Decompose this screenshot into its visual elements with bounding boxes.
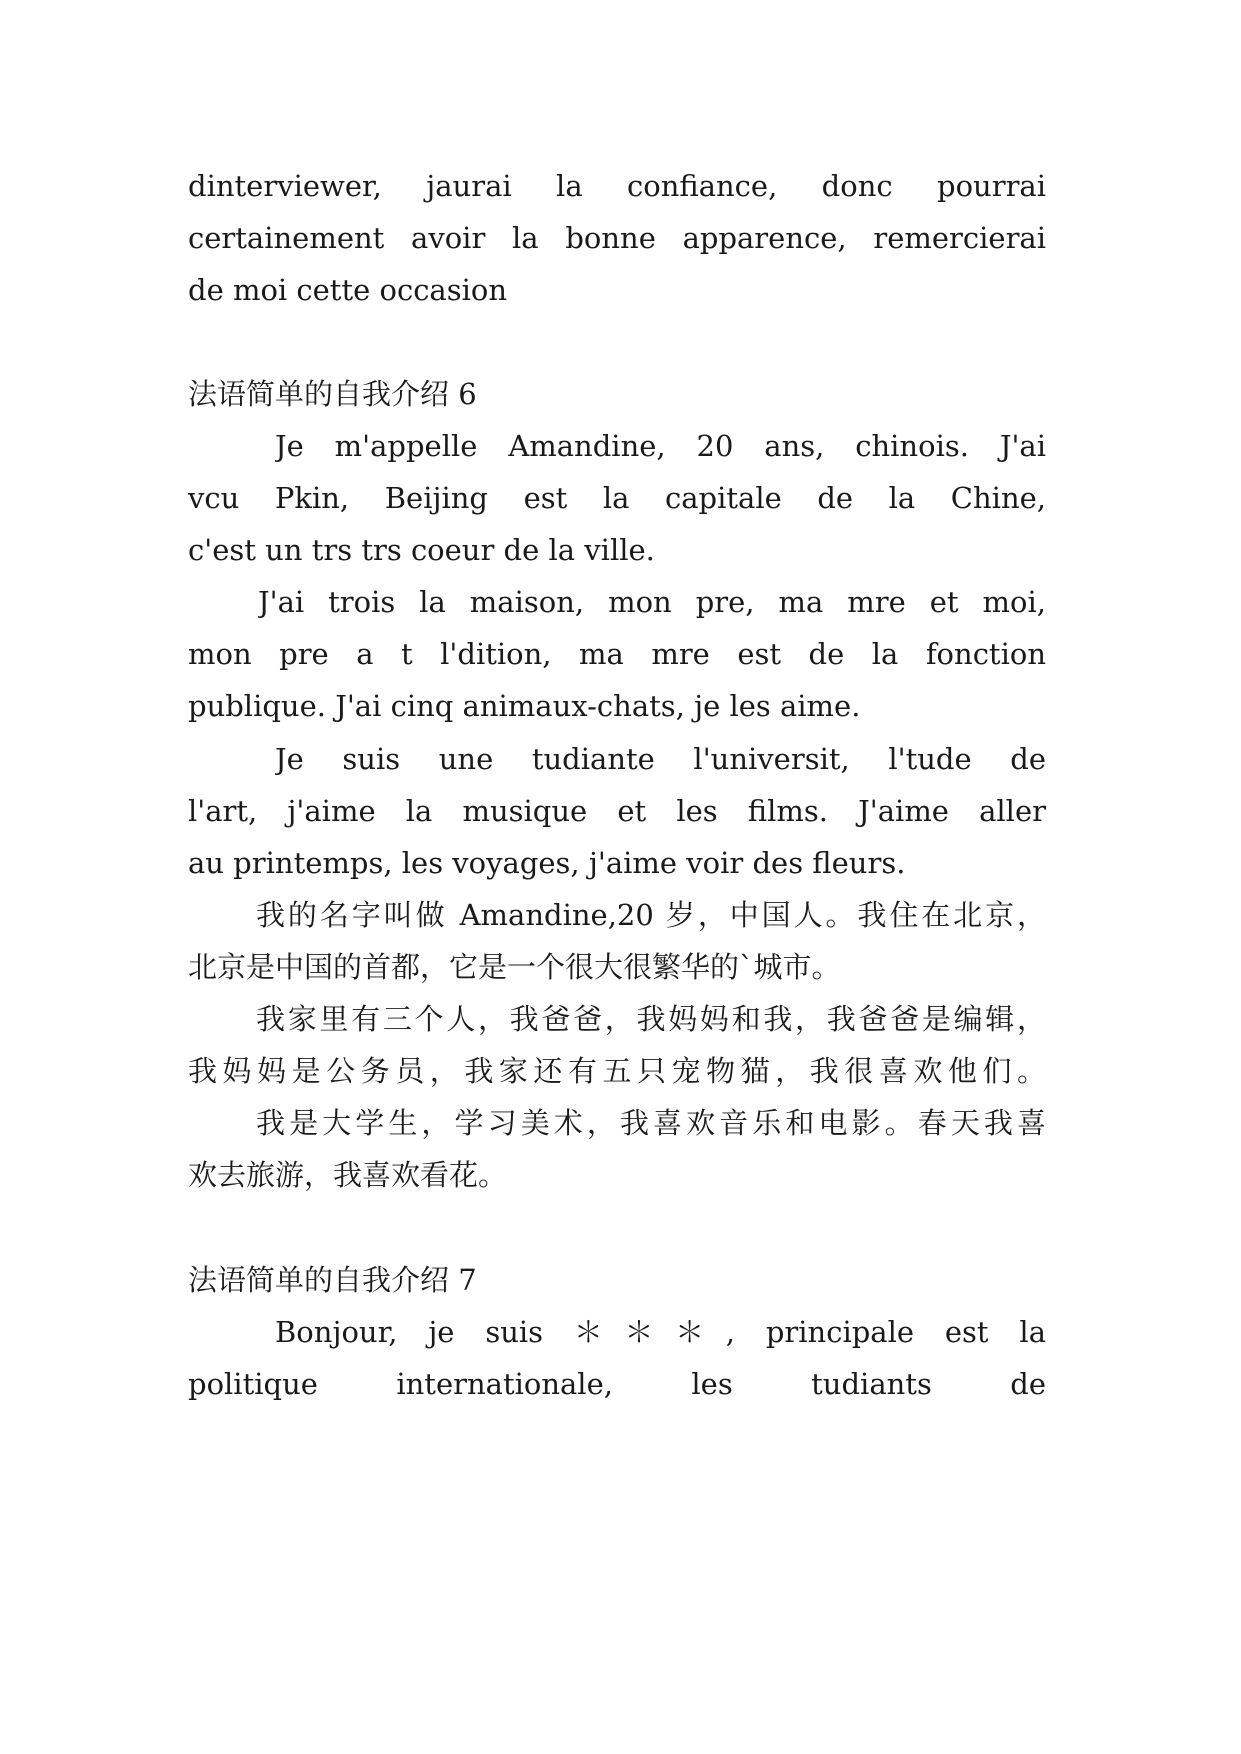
section-heading: 法语简单的自我介绍 7 bbox=[188, 1263, 477, 1297]
paragraph-line: Je suis une tudiante l'universit, l'tude de bbox=[275, 742, 1046, 776]
paragraph-line: c'est un trs trs coeur de la ville. bbox=[188, 533, 655, 567]
section-heading: 法语简单的自我介绍 6 bbox=[188, 377, 477, 411]
paragraph-line: politique internationale, les tudiants de bbox=[188, 1367, 1046, 1401]
paragraph-line: l'art, j'aime la musique et les films. J'aime aller bbox=[188, 794, 1046, 828]
paragraph-line: au printemps, les voyages, j'aime voir des fleurs. bbox=[188, 846, 906, 880]
paragraph-line: 我的名字叫做 Amandine,20 岁，中国人。我住在北京， bbox=[256, 898, 1046, 932]
paragraph-line: mon pre a t l'dition, ma mre est de la fonction bbox=[188, 637, 1046, 671]
paragraph-line: dinterviewer, jaurai la confiance, donc pourrai bbox=[188, 169, 1046, 203]
paragraph-line: Bonjour, je suis ＊＊＊, principale est la bbox=[275, 1315, 1046, 1349]
paragraph-line: 我是大学生，学习美术，我喜欢音乐和电影。春天我喜 bbox=[256, 1106, 1046, 1140]
paragraph-line: de moi cette occasion bbox=[188, 273, 508, 307]
paragraph-line: J'ai trois la maison, mon pre, ma mre et moi, bbox=[258, 585, 1046, 619]
paragraph-line: publique. J'ai cinq animaux-chats, je les aime. bbox=[188, 689, 861, 723]
paragraph-line: Je m'appelle Amandine, 20 ans, chinois. J'ai bbox=[275, 429, 1046, 463]
paragraph-line: 北京是中国的首都，它是一个很大很繁华的`城市。 bbox=[188, 950, 841, 984]
paragraph-line: certainement avoir la bonne apparence, remercierai bbox=[188, 221, 1046, 255]
paragraph-line: 我妈妈是公务员，我家还有五只宠物猫，我很喜欢他们。 bbox=[188, 1054, 1046, 1088]
paragraph-line: 我家里有三个人，我爸爸，我妈妈和我，我爸爸是编辑， bbox=[256, 1002, 1046, 1036]
paragraph-line: 欢去旅游，我喜欢看花。 bbox=[188, 1158, 508, 1192]
paragraph-line: vcu Pkin, Beijing est la capitale de la Chine, bbox=[188, 481, 1046, 515]
